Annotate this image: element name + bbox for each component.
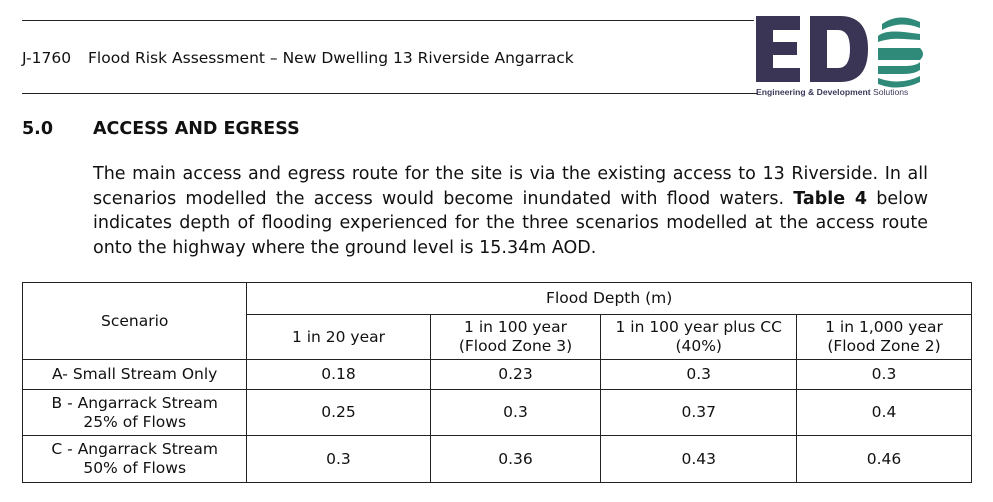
section-title: ACCESS AND EGRESS xyxy=(93,119,300,139)
section-number: 5.0 xyxy=(22,119,54,139)
table-row xyxy=(23,436,972,483)
document-title: Flood Risk Assessment – New Dwelling 13 Riverside Angarrack xyxy=(88,49,574,67)
column-header-line2: (40%) xyxy=(675,337,722,355)
depth-cell: 0.3 xyxy=(797,360,972,390)
logo-tagline-bold: Engineering & Development xyxy=(756,87,871,97)
scenario-line2: 50% of Flows xyxy=(83,459,187,477)
header-rule-bottom xyxy=(22,93,758,94)
depth-cell: 0.43 xyxy=(601,436,797,483)
column-header-line2: (Flood Zone 3) xyxy=(458,337,573,355)
depth-cell: 0.37 xyxy=(601,390,797,436)
flood-depth-table xyxy=(22,282,972,483)
scenario-line1: A- Small Stream Only xyxy=(52,365,218,383)
paragraph-part-2: below indicates depth of flooding experienced for the three scenarios modelled at the access route onto the highway where the ground level is 15.34m AOD. xyxy=(93,188,929,258)
depth-cell: 0.4 xyxy=(797,390,972,436)
paragraph-part-1: The main access and egress route for the site is via the existing access to 13 Riverside. In all scenarios modelled the access would become inundated with flood waters. xyxy=(93,164,928,209)
job-number: J-1760 xyxy=(22,49,72,67)
column-header-line1: 1 in 100 year plus CC xyxy=(615,318,782,336)
depth-cell: 0.3 xyxy=(247,436,430,483)
header-rule-top xyxy=(22,20,754,21)
scenario-cell xyxy=(23,360,247,390)
depth-cell: 0.25 xyxy=(247,390,430,436)
column-header-line2: (Flood Zone 2) xyxy=(827,337,941,355)
flood-depth-header: Flood Depth (m) xyxy=(247,283,972,315)
scenario-line2: 25% of Flows xyxy=(83,412,187,431)
depth-cell: 0.18 xyxy=(247,360,430,390)
scenario-line1: C - Angarrack Stream xyxy=(51,440,218,458)
depth-cell: 0.36 xyxy=(430,436,601,483)
scenario-cell xyxy=(23,436,247,483)
column-header-line1: 1 in 20 year xyxy=(291,327,386,346)
body-paragraph xyxy=(93,162,928,260)
document-header xyxy=(22,49,574,67)
table-row xyxy=(23,390,972,436)
scenario-line1: B - Angarrack Stream xyxy=(51,393,218,412)
table-reference: Table 4 xyxy=(793,188,868,209)
table-row xyxy=(23,360,972,390)
logo-tagline-rest: Solutions xyxy=(870,87,909,97)
column-header-line1: 1 in 1,000 year xyxy=(825,318,943,336)
logo-letter-s xyxy=(878,17,923,87)
depth-cell: 0.23 xyxy=(430,360,601,390)
logo-tagline xyxy=(756,87,908,97)
column-header xyxy=(247,315,430,360)
logo-letter-d xyxy=(810,16,868,82)
scenario-header: Scenario xyxy=(23,283,247,360)
depth-cell: 0.3 xyxy=(601,360,797,390)
column-header xyxy=(797,315,972,360)
scenario-cell xyxy=(23,390,247,436)
column-header xyxy=(601,315,797,360)
depth-cell: 0.3 xyxy=(430,390,601,436)
column-header-line1: 1 in 100 year xyxy=(464,318,567,336)
depth-cell: 0.46 xyxy=(797,436,972,483)
logo-letter-e xyxy=(756,16,800,82)
column-header xyxy=(430,315,601,360)
